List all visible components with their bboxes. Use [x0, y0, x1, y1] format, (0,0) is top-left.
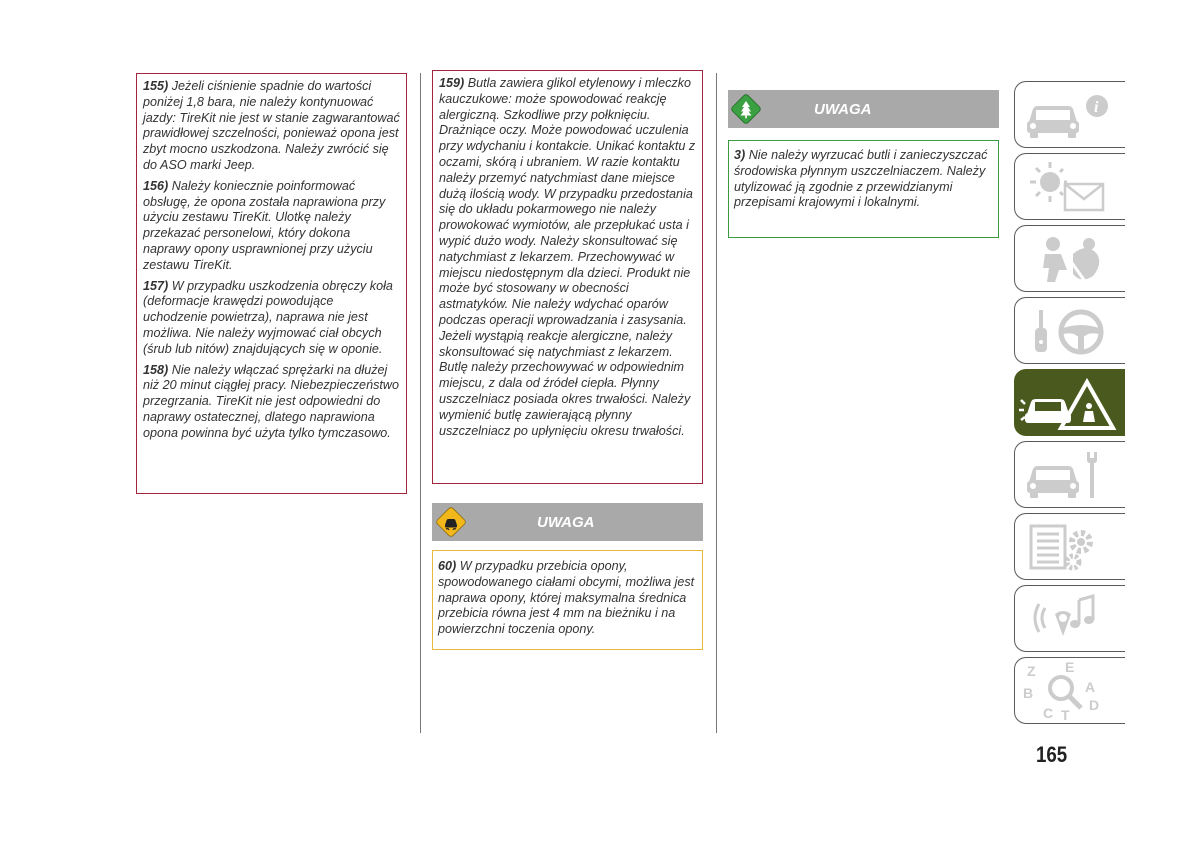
key-steering-wheel-icon — [1015, 298, 1125, 363]
car-info-icon — [1015, 82, 1125, 147]
tab-starting-driving[interactable] — [1014, 297, 1125, 364]
note-158: 158) Nie należy włączać sprężarki na dłużej niż 20 minut ciągłej pracy. Niebezpieczeństwo przegrzania. TireKit nie jest odpowiedni do naprawy ostatecznej, dlatego naprawiona opona powinna być użyta tylko tymczasowo. — [143, 362, 399, 440]
uwaga-label: UWAGA — [537, 514, 595, 531]
svg-text:E: E — [1065, 659, 1075, 675]
svg-text:A: A — [1085, 679, 1096, 695]
note-159: 159) Butla zawiera glikol etylenowy i mleczko kauczukowe: może spowodować reakcję alergiczną. Szkodliwe przy połknięciu. Drażniące oczy. Może powodować uczulenia przy wdychaniu i kontakcie. Unikać kontaktu z oczami, skórą i ubraniem. W razie kontaktu należy przemyć natychmiast dane miejsce dużą ilością wody. W przypadku przedostania się do układu pokarmowego nie należy prowokować wymiotów, ale przepłukać usta i wypić dużo wody. Należy skonsultować się natychmiast z lekarzem. Przechowywać w miejscu niedostępnym dla dzieci. Produkt nie może być stosowany w obecności astmatyków. Nie należy wdychać oparów podczas operacji wprowadzania i zasysania. Jeżeli wystąpią reakcje alergiczne, należy skonsultować się natychmiast z lekarzem. Butlę należy przechowywać w odpowiednim miejscu, z dala od źródeł ciepła. Płynny uszczelniacz posiada okres trwałości. Należy wymienić butlę zawierającą płynny uszczelniacz po upłynięciu okresu trwałości. — [439, 76, 696, 438]
tab-car-info[interactable] — [1014, 81, 1125, 148]
tab-alphabetical-index[interactable] — [1014, 657, 1125, 724]
uwaga-header-car — [432, 503, 703, 541]
lights-envelope-icon — [1015, 154, 1125, 219]
car-skid-warning-icon — [436, 507, 466, 537]
tab-multimedia[interactable] — [1014, 585, 1125, 652]
tab-in-emergency[interactable] — [1014, 369, 1125, 436]
uwaga-header-environment — [728, 90, 999, 128]
environment-tree-icon — [731, 94, 761, 124]
car-wrench-icon — [1015, 442, 1125, 507]
svg-text:T: T — [1061, 707, 1070, 723]
note-60: 60) W przypadku przebicia opony, spowodowanego ciałami obcymi, możliwa jest naprawa opony, której maksymalna średnica przebicia równa jest 4 mm na bieżniku i na powierzchni toczenia opony. — [438, 559, 695, 637]
note-155: 155) Jeżeli ciśnienie spadnie do wartości poniżej 1,8 bara, nie należy kontynuować jazdy: TireKit nie jest w stanie zagwarantować prawidłowej szczelności, ponieważ opona jest zbyt mocno uszkodzona. Należy zwrócić się do ASO marki Jeep. — [143, 79, 400, 172]
tab-lights-messages[interactable] — [1014, 153, 1125, 220]
warning-notes-box-2 — [432, 70, 703, 484]
tab-service-maintenance[interactable] — [1014, 441, 1125, 508]
multimedia-icon — [1015, 586, 1125, 651]
note-157: 157) W przypadku uszkodzenia obręczy koła (deformacje krawędzi powodujące uchodzenie powietrza), naprawa nie jest możliwa. Nie należy wyjmować ciał obcych (śrub lub nitów) znajdujących się w oponie. — [143, 278, 393, 356]
note-156: 156) Należy koniecznie poinformować obsługę, że opona została naprawiona przy użyciu zestawu TireKit. Ulotkę należy przekazać personelowi, który dokona naprawy opony usprawnionej przy użyciu zestawu TireKit. — [143, 178, 386, 272]
alphabet-index-icon — [1015, 658, 1125, 723]
uwaga-label: UWAGA — [814, 101, 872, 118]
svg-text:C: C — [1043, 705, 1054, 721]
svg-text:D: D — [1089, 697, 1100, 713]
svg-text:B: B — [1023, 685, 1034, 701]
svg-text:i: i — [1094, 99, 1099, 116]
warning-note-box-3 — [728, 140, 999, 238]
column-divider-2 — [716, 73, 717, 733]
warning-note-box-60 — [432, 550, 703, 650]
warning-notes-box-1 — [136, 73, 407, 494]
airbag-person-icon — [1015, 226, 1125, 291]
svg-text:Z: Z — [1027, 663, 1036, 679]
specs-gears-icon — [1015, 514, 1125, 579]
column-divider-1 — [420, 73, 421, 733]
car-warning-triangle-icon — [1015, 370, 1125, 435]
note-3: 3) Nie należy wyrzucać butli i zanieczyszczać środowiska płynnym uszczelniaczem. Należy utylizować ją zgodnie z przewidzianymi przepisami krajowymi i lokalnymi. — [734, 148, 988, 210]
tab-technical-specs[interactable] — [1014, 513, 1125, 580]
tab-safety[interactable] — [1014, 225, 1125, 292]
page-number: 165 — [1036, 742, 1068, 767]
